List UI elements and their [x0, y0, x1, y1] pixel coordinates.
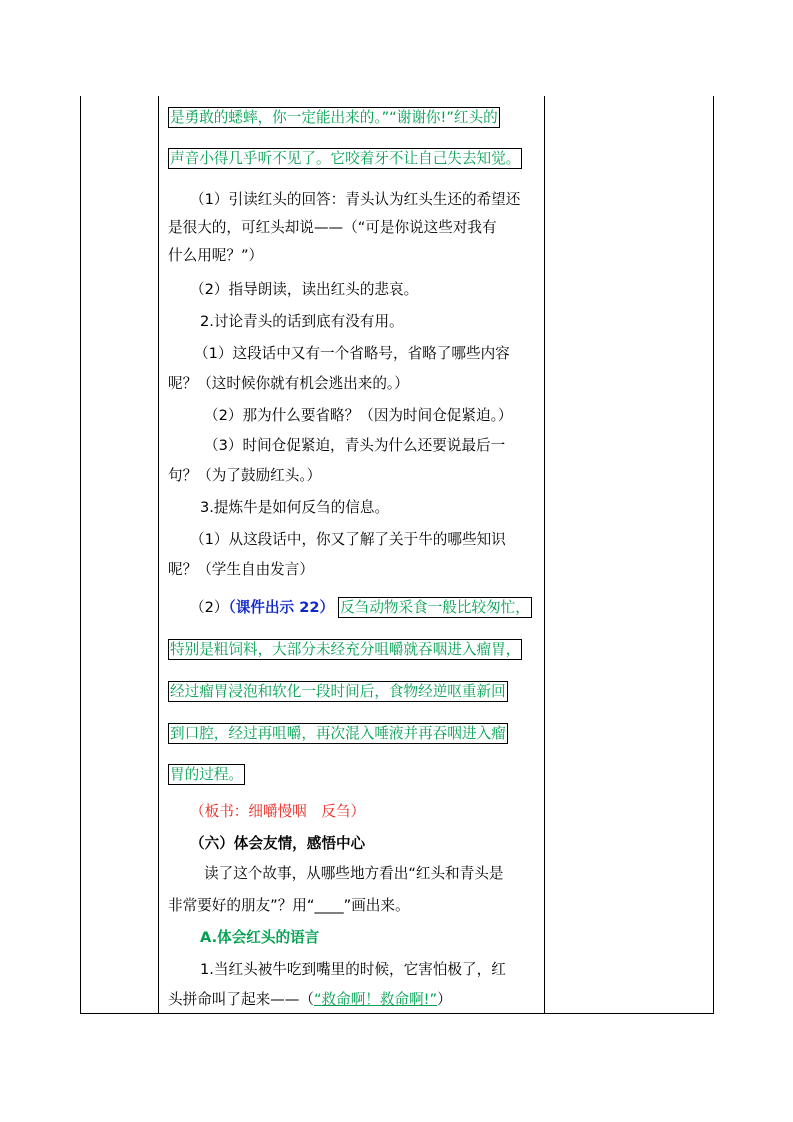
text-line: 1.当红头被牛吃到嘴里的时候，它害怕极了，红 — [200, 961, 506, 978]
quote-text: “救命啊！救命啊!” — [313, 991, 438, 1008]
text-line: （2）那为什么要省略？（因为时间仓促紧迫。） — [204, 407, 513, 424]
quote-text: 反刍动物采食一般比较匆忙， — [340, 599, 530, 616]
subsection-heading: A.体会红头的语言 — [200, 929, 320, 946]
text-line: （1）从这段话中，你又了解了关于牛的哪些知识 — [190, 531, 506, 548]
courseware-line — [190, 598, 532, 618]
text-line: （1）引读红头的回答：青头认为红头生还的希望还 — [190, 191, 521, 208]
text-line: 非常要好的朋友”？用“____”画出来。 — [168, 897, 410, 914]
text-line: （2）指导朗读，读出红头的悲哀。 — [190, 281, 419, 298]
quote-text: 是勇敢的蟋蟀，你一定能出来的。”“谢谢你!”红头的 — [170, 109, 498, 126]
table-left-border — [80, 96, 81, 1014]
quote-text: 到口腔，经过再咀嚼，再次混入唾液并再吞咽进入瘤 — [170, 725, 506, 742]
text-line: （3）时间仓促紧迫，青头为什么还要说最后一 — [204, 437, 506, 454]
text-line — [168, 990, 452, 1010]
quote-text: 经过瘤胃浸泡和软化一段时间后，食物经逆呕重新回 — [170, 683, 506, 700]
quote-line-1 — [168, 108, 500, 128]
section-item: 3.提炼牛是如何反刍的信息。 — [200, 499, 390, 516]
quote-line — [168, 724, 508, 744]
text-segment: 头拼命叫了起来——（ — [168, 991, 314, 1008]
text-line: 读了这个故事，从哪些地方看出“红头和青头是 — [204, 865, 504, 882]
blackboard-note: （板书：细嚼慢咽 反刍） — [190, 803, 366, 820]
table-bottom-border — [80, 1013, 713, 1014]
item-number: （2） — [190, 599, 229, 616]
section-heading: （六）体会友情，感悟中心 — [190, 835, 366, 852]
text-segment: ） — [437, 991, 452, 1008]
courseware-label: （课件出示 22） — [228, 599, 335, 616]
text-line: 什么用呢？”） — [168, 247, 264, 264]
table-column-divider-left — [158, 96, 159, 1014]
text-line: 呢？（这时候你就有机会逃出来的。） — [168, 375, 409, 392]
section-item: 2.讨论青头的话到底有没有用。 — [200, 313, 404, 330]
table-column-divider-right — [544, 96, 545, 1014]
quote-line — [168, 765, 245, 785]
text-line: 句？（为了鼓励红头。） — [168, 467, 322, 484]
quote-text: 声音小得几乎听不见了。它咬着牙不让自己失去知觉。 — [170, 150, 521, 167]
quote-line-2 — [168, 149, 522, 169]
text-line: 是很大的，可红头却说——（“可是你说这些对我有 — [168, 219, 497, 236]
table-right-border — [713, 96, 714, 1014]
quote-line — [168, 682, 508, 702]
text-line: （1）这段话中又有一个省略号，省略了哪些内容 — [194, 345, 510, 362]
quote-text: 胃的过程。 — [170, 766, 243, 783]
quote-line — [168, 640, 522, 660]
text-line: 呢？（学生自由发言） — [168, 561, 314, 578]
quote-text: 特别是粗饲料，大部分未经充分咀嚼就吞咽进入瘤胃， — [170, 641, 521, 658]
